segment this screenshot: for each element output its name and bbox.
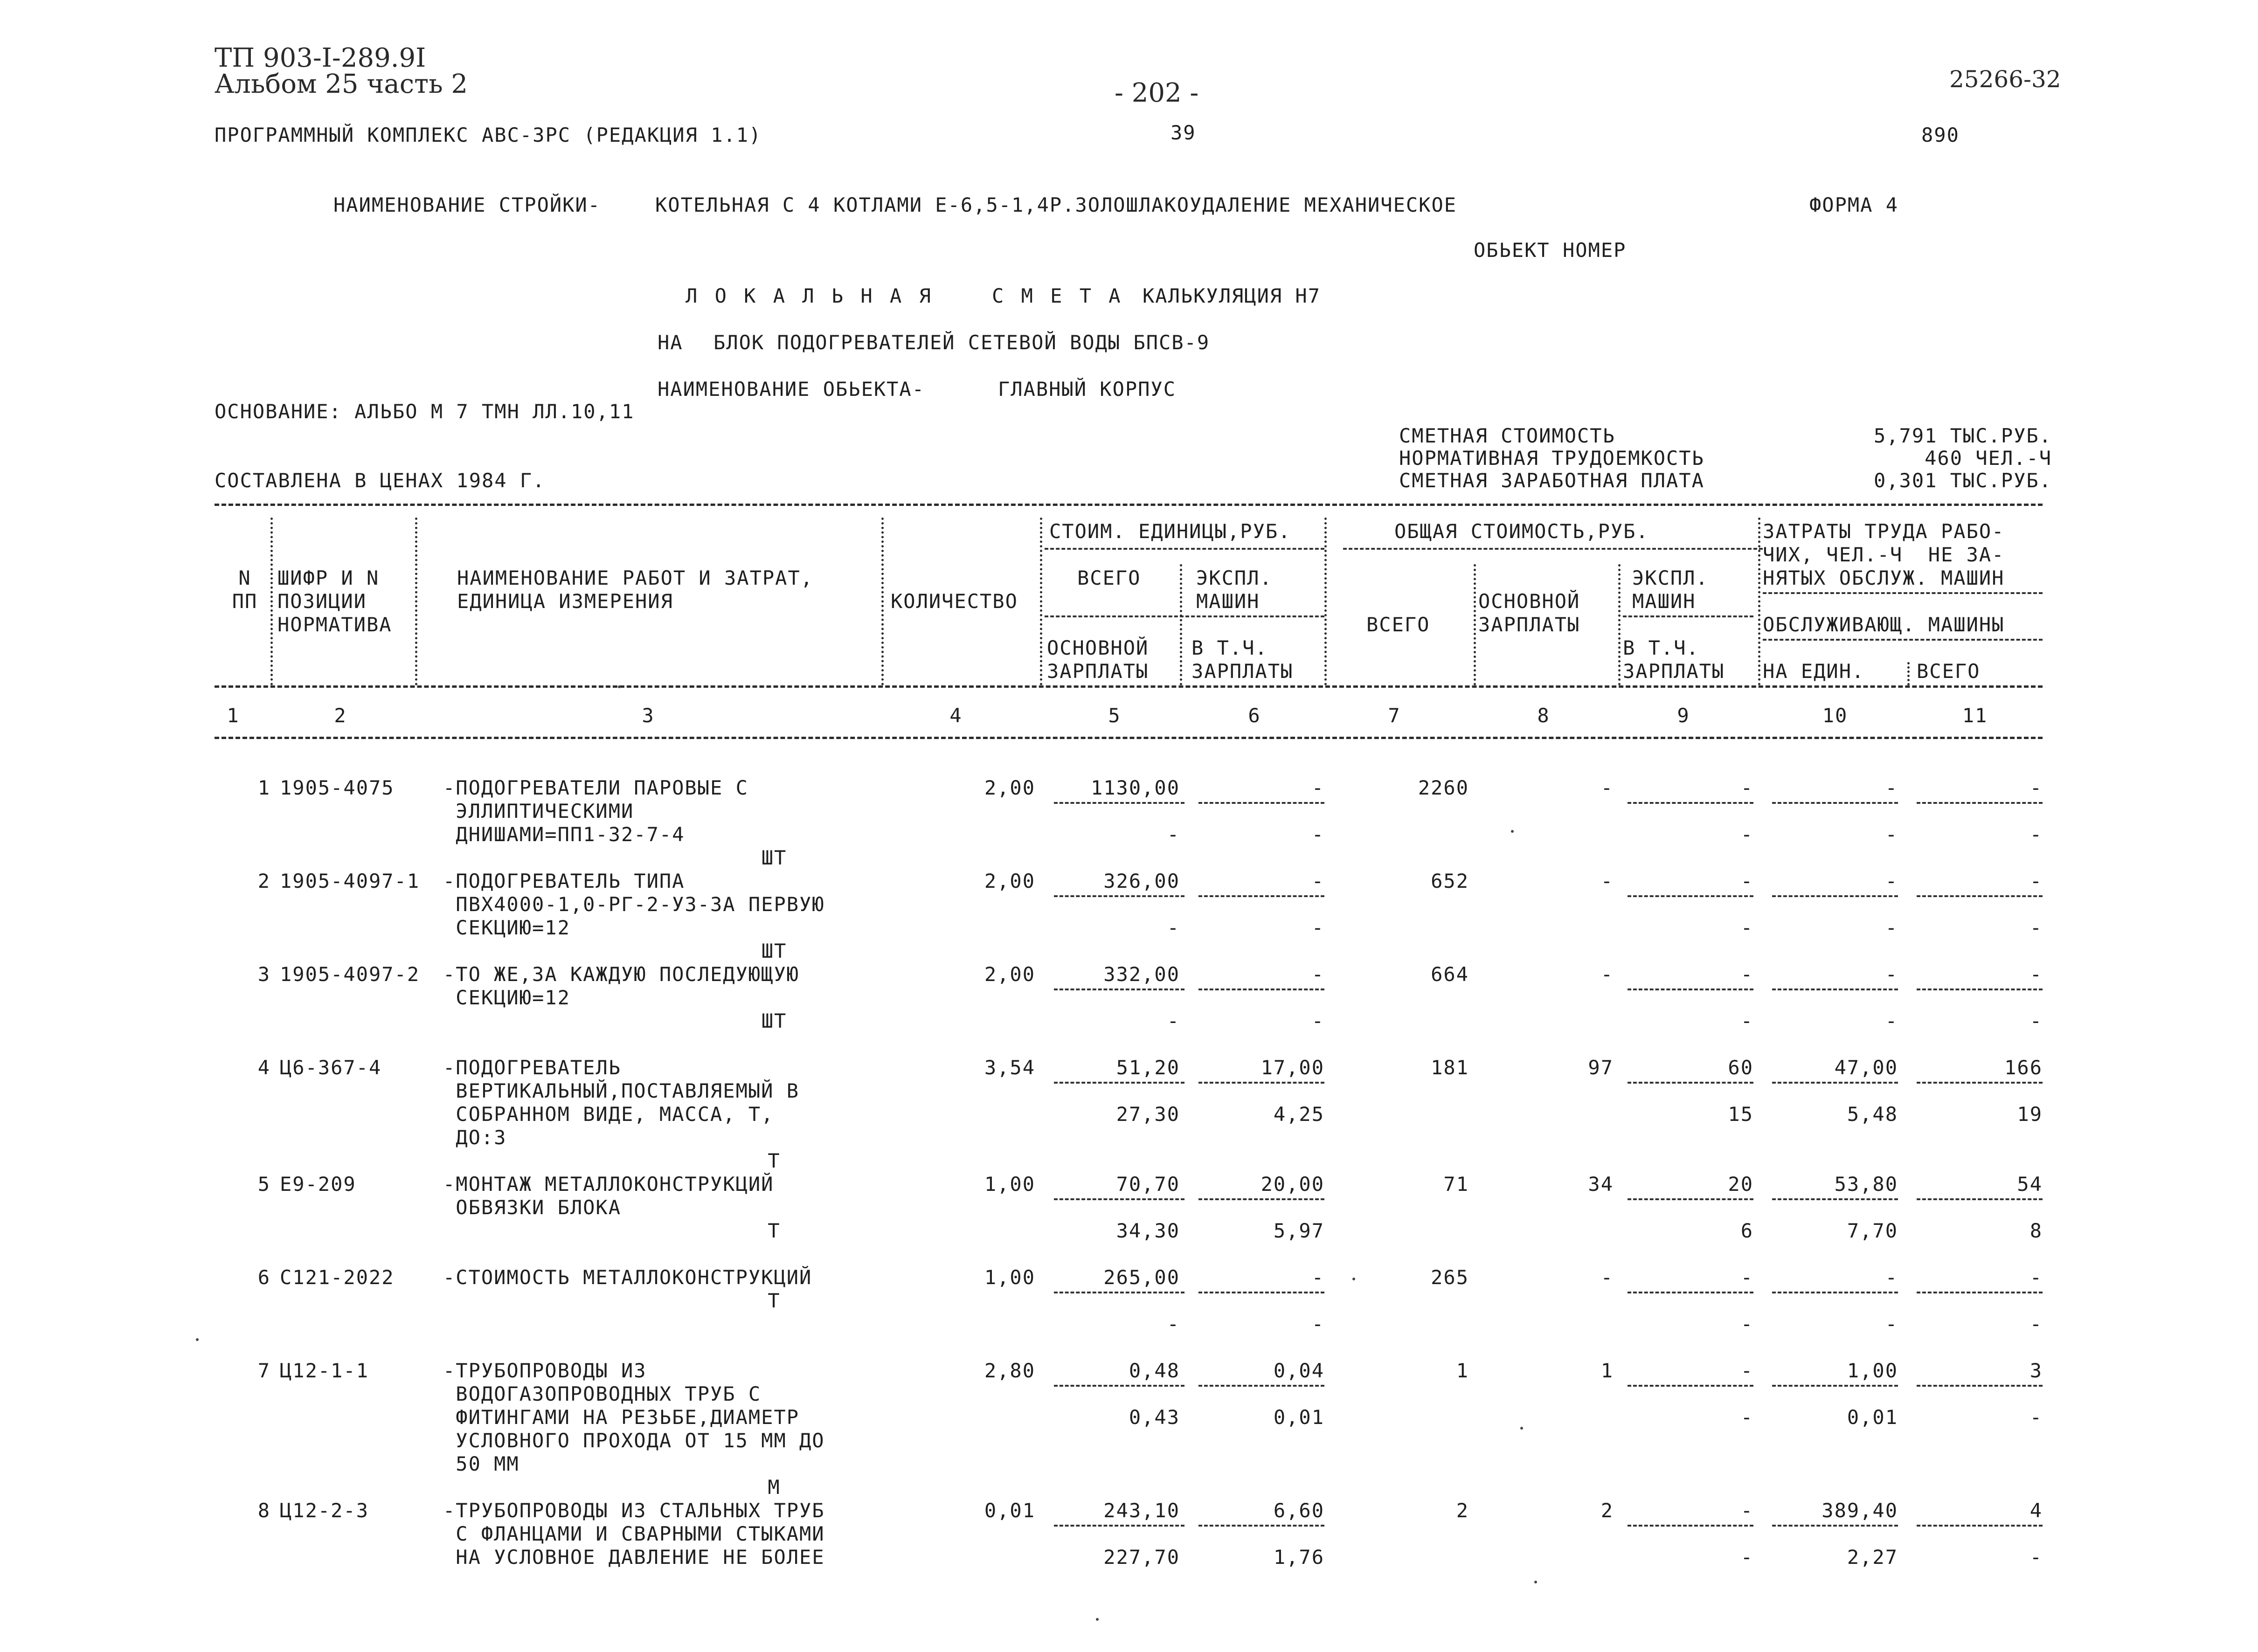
row-labor-mach-per-unit: 7,70 bbox=[1847, 1219, 1898, 1242]
table-top-rule bbox=[215, 504, 2043, 506]
row-total-cost: 2260 bbox=[1418, 776, 1469, 799]
row-unit: Т bbox=[768, 1289, 781, 1312]
cell-divider-rule bbox=[1917, 1292, 2043, 1293]
cell-divider-rule bbox=[1917, 1525, 2043, 1527]
row-unit-cost-wage: - bbox=[1167, 1313, 1180, 1335]
header-labor-mach: ОБСЛУЖИВАЮЩ. МАШИНЫ bbox=[1763, 613, 2005, 636]
col-number: 2 bbox=[334, 704, 347, 727]
row-unit-cost-total: 70,70 bbox=[1116, 1173, 1180, 1196]
cell-divider-rule bbox=[1628, 802, 1753, 804]
header-unit-all: ВСЕГО bbox=[1077, 567, 1141, 589]
column-number-rule bbox=[215, 737, 2043, 739]
row-labor-mach-total: 8 bbox=[2029, 1219, 2043, 1242]
row-labor-total: - bbox=[2029, 1266, 2043, 1289]
row-labor-per-unit: - bbox=[1885, 776, 1898, 799]
row-code: С121-2022 bbox=[280, 1266, 395, 1289]
row-number: 1 bbox=[257, 776, 270, 799]
row-labor-per-unit: - bbox=[1885, 1266, 1898, 1289]
row-quantity: 2,80 bbox=[984, 1359, 1035, 1382]
cell-divider-rule bbox=[1628, 1292, 1753, 1293]
row-labor-per-unit: 389,40 bbox=[1822, 1499, 1898, 1522]
row-number: 8 bbox=[257, 1499, 270, 1522]
speck bbox=[1352, 1278, 1355, 1280]
row-unit-cost-mach-wage: 5,97 bbox=[1273, 1219, 1324, 1242]
row-labor-mach-total: - bbox=[2029, 1406, 2043, 1429]
summary-label-2: НОРМАТИВНАЯ ТРУДОЕМКОСТЬ bbox=[1399, 447, 1704, 470]
row-total-mach-wage: - bbox=[1740, 823, 1753, 846]
header-bottom-rule bbox=[215, 685, 2043, 688]
page-number: - 202 - bbox=[1115, 78, 1199, 108]
cell-divider-rule bbox=[1198, 1525, 1324, 1527]
row-labor-mach-per-unit: - bbox=[1885, 1009, 1898, 1032]
col-number: 10 bbox=[1822, 704, 1848, 727]
row-labor-mach-total: - bbox=[2029, 916, 2043, 939]
row-labor-mach-per-unit: - bbox=[1885, 823, 1898, 846]
cell-divider-rule bbox=[1917, 802, 2043, 804]
album-part: Альбом 25 часть 2 bbox=[215, 69, 468, 99]
document-title: Л О К А Л Ь Н А Я С М Е Т А bbox=[686, 284, 1123, 307]
row-total-mach-wage: - bbox=[1740, 1546, 1753, 1569]
labor-sub-rule-2 bbox=[1763, 639, 2043, 641]
row-labor-mach-total: - bbox=[2029, 1546, 2043, 1569]
mach-sub-rule bbox=[1623, 615, 1753, 617]
row-number: 2 bbox=[257, 870, 270, 892]
row-code: Ц12-1-1 bbox=[280, 1359, 369, 1382]
col-sep bbox=[270, 518, 273, 685]
row-name: -ПОДОГРЕВАТЕЛИ ПАРОВЫЕ С ЭЛЛИПТИЧЕСКИМИ ДНИШАМИ=ПП1-32-7-4 bbox=[443, 776, 748, 846]
header-unit-cost: СТОИМ. ЕДИНИЦЫ,РУБ. bbox=[1049, 520, 1291, 543]
row-total-mach: 20 bbox=[1728, 1173, 1753, 1196]
row-unit: ШТ bbox=[761, 1009, 787, 1032]
row-code: Ц6-367-4 bbox=[280, 1056, 382, 1079]
speck bbox=[1520, 1427, 1523, 1430]
row-unit: ШТ bbox=[761, 940, 787, 962]
row-quantity: 2,00 bbox=[984, 776, 1035, 799]
cell-divider-rule bbox=[1628, 1198, 1753, 1200]
row-unit-cost-total: 0,48 bbox=[1129, 1359, 1180, 1382]
row-labor-mach-per-unit: - bbox=[1885, 916, 1898, 939]
row-labor-total: - bbox=[2029, 776, 2043, 799]
row-number: 3 bbox=[257, 963, 270, 986]
cell-divider-rule bbox=[1054, 1385, 1184, 1387]
cell-divider-rule bbox=[1054, 1292, 1184, 1293]
row-total-mach: - bbox=[1740, 963, 1753, 986]
row-labor-mach-per-unit: 0,01 bbox=[1847, 1406, 1898, 1429]
row-name: -ПОДОГРЕВАТЕЛЬ ТИПА ПВХ4000-1,0-РГ-2-УЗ-ЗА ПЕРВУЮ СЕКЦИЮ=12 bbox=[443, 870, 825, 939]
row-labor-per-unit: 1,00 bbox=[1847, 1359, 1898, 1382]
document-code: 25266-32 bbox=[1949, 66, 2061, 93]
row-unit-cost-total: 265,00 bbox=[1103, 1266, 1180, 1289]
col-number: 5 bbox=[1108, 704, 1121, 727]
on-label: НА bbox=[658, 331, 683, 354]
subject-name: БЛОК ПОДОГРЕВАТЕЛЕЙ СЕТЕВОЙ ВОДЫ БПСВ-9 bbox=[713, 331, 1210, 354]
object-name-label: НАИМЕНОВАНИЕ ОБЬЕКТА- bbox=[658, 378, 925, 401]
row-total-mach-wage: - bbox=[1740, 1406, 1753, 1429]
row-number: 5 bbox=[257, 1173, 270, 1196]
row-total-base-wage: 1 bbox=[1600, 1359, 1614, 1382]
row-labor-total: 4 bbox=[2029, 1499, 2043, 1522]
row-quantity: 3,54 bbox=[984, 1056, 1035, 1079]
row-total-base-wage: - bbox=[1600, 870, 1614, 892]
row-labor-mach-per-unit: 2,27 bbox=[1847, 1546, 1898, 1569]
row-labor-per-unit: 53,80 bbox=[1834, 1173, 1898, 1196]
row-labor-mach-total: - bbox=[2029, 823, 2043, 846]
row-labor-total: 166 bbox=[2004, 1056, 2043, 1079]
header-labor: ЗАТРАТЫ ТРУДА РАБО- ЧИХ, ЧЕЛ.-Ч НЕ ЗА- НЯТЫХ ОБСЛУЖ. МАШИН bbox=[1763, 520, 2005, 589]
row-total-base-wage: - bbox=[1600, 776, 1614, 799]
col-sep bbox=[415, 518, 417, 685]
cell-divider-rule bbox=[1917, 1385, 2043, 1387]
row-unit-cost-mach: 0,04 bbox=[1273, 1359, 1324, 1382]
row-unit-cost-mach-wage: - bbox=[1311, 916, 1324, 939]
row-total-mach: - bbox=[1740, 1499, 1753, 1522]
row-unit-cost-wage: - bbox=[1167, 1009, 1180, 1032]
row-unit-cost-total: 243,10 bbox=[1103, 1499, 1180, 1522]
header-total-all: ВСЕГО bbox=[1366, 613, 1430, 636]
row-labor-mach-per-unit: - bbox=[1885, 1313, 1898, 1335]
row-quantity: 0,01 bbox=[984, 1499, 1035, 1522]
col-sep bbox=[1907, 662, 1910, 685]
cell-divider-rule bbox=[1628, 1385, 1753, 1387]
cell-divider-rule bbox=[1772, 895, 1898, 897]
col-number: 11 bbox=[1962, 704, 1988, 727]
cell-divider-rule bbox=[1917, 1198, 2043, 1200]
row-unit-cost-mach-wage: - bbox=[1311, 1009, 1324, 1032]
header-unit-incl-wage: В Т.Ч. ЗАРПЛАТЫ bbox=[1191, 636, 1294, 683]
col-number: 8 bbox=[1537, 704, 1550, 727]
header-total-base: ОСНОВНОЙ ЗАРПЛАТЫ bbox=[1478, 590, 1580, 636]
cell-divider-rule bbox=[1198, 895, 1324, 897]
row-total-mach: - bbox=[1740, 776, 1753, 799]
row-labor-total: - bbox=[2029, 963, 2043, 986]
summary-label-1: СМЕТНАЯ СТОИМОСТЬ bbox=[1399, 424, 1615, 447]
row-unit-cost-mach-wage: - bbox=[1311, 823, 1324, 846]
row-name: -СТОИМОСТЬ МЕТАЛЛОКОНСТРУКЦИЙ bbox=[443, 1266, 812, 1289]
col-number: 1 bbox=[227, 704, 240, 727]
row-code: 1905-4097-1 bbox=[280, 870, 420, 892]
cell-divider-rule bbox=[1054, 802, 1184, 804]
cell-divider-rule bbox=[1198, 1292, 1324, 1293]
row-labor-total: - bbox=[2029, 870, 2043, 892]
cell-divider-rule bbox=[1198, 1198, 1324, 1200]
form-number: ФОРМА 4 bbox=[1809, 194, 1899, 216]
row-unit-cost-wage: - bbox=[1167, 823, 1180, 846]
row-unit-cost-mach-wage: - bbox=[1311, 1313, 1324, 1335]
col-sep bbox=[1324, 518, 1327, 685]
col-sep bbox=[1758, 518, 1760, 685]
row-total-mach-wage: - bbox=[1740, 1009, 1753, 1032]
cell-divider-rule bbox=[1772, 1385, 1898, 1387]
price-basis: СОСТАВЛЕНА В ЦЕНАХ 1984 Г. bbox=[215, 469, 546, 492]
col-sep bbox=[1618, 564, 1621, 685]
cell-divider-rule bbox=[1628, 1082, 1753, 1084]
row-unit: Т bbox=[768, 1149, 781, 1172]
row-name: -ТРУБОПРОВОДЫ ИЗ СТАЛЬНЫХ ТРУБ С ФЛАНЦАМИ И СВАРНЫМИ СТЫКАМИ НА УСЛОВНОЕ ДАВЛЕНИЕ НЕ БОЛЕЕ bbox=[443, 1499, 825, 1569]
header-quantity: КОЛИЧЕСТВО bbox=[891, 590, 1018, 613]
unit-cost-rule bbox=[1045, 548, 1324, 550]
row-total-cost: 652 bbox=[1431, 870, 1469, 892]
row-unit: М bbox=[768, 1476, 781, 1499]
row-labor-mach-total: 19 bbox=[2017, 1103, 2043, 1126]
row-labor-per-unit: 47,00 bbox=[1834, 1056, 1898, 1079]
row-unit-cost-mach-wage: 0,01 bbox=[1273, 1406, 1324, 1429]
total-cost-rule bbox=[1343, 548, 1763, 550]
row-quantity: 2,00 bbox=[984, 963, 1035, 986]
row-labor-total: 3 bbox=[2029, 1359, 2043, 1382]
row-labor-total: 54 bbox=[2017, 1173, 2043, 1196]
row-code: Ц12-2-3 bbox=[280, 1499, 369, 1522]
cell-divider-rule bbox=[1054, 988, 1184, 990]
row-unit: Т bbox=[768, 1219, 781, 1242]
row-unit-cost-mach: - bbox=[1311, 1266, 1324, 1289]
row-quantity: 1,00 bbox=[984, 1266, 1035, 1289]
row-total-base-wage: - bbox=[1600, 1266, 1614, 1289]
cell-divider-rule bbox=[1054, 1082, 1184, 1084]
row-total-mach-wage: 15 bbox=[1728, 1103, 1753, 1126]
speck bbox=[618, 685, 621, 688]
speck bbox=[1511, 830, 1514, 833]
cell-divider-rule bbox=[1772, 988, 1898, 990]
row-unit-cost-mach: - bbox=[1311, 963, 1324, 986]
program-label: ПРОГРАММНЫЙ КОМПЛЕКС АВС-ЗРС (РЕДАКЦИЯ 1.1) bbox=[215, 124, 762, 146]
row-unit-cost-mach: 20,00 bbox=[1261, 1173, 1324, 1196]
row-total-base-wage: 34 bbox=[1588, 1173, 1614, 1196]
cell-divider-rule bbox=[1198, 1082, 1324, 1084]
cell-divider-rule bbox=[1198, 1385, 1324, 1387]
row-unit-cost-mach: 17,00 bbox=[1261, 1056, 1324, 1079]
row-total-cost: 1 bbox=[1456, 1359, 1469, 1382]
col-sep bbox=[881, 518, 884, 685]
header-code: ШИФР И N ПОЗИЦИИ НОРМАТИВА bbox=[277, 567, 392, 636]
row-unit-cost-total: 326,00 bbox=[1103, 870, 1180, 892]
speck bbox=[196, 1338, 199, 1341]
row-unit-cost-wage: 0,43 bbox=[1129, 1406, 1180, 1429]
cell-divider-rule bbox=[1198, 802, 1324, 804]
cell-divider-rule bbox=[1772, 1525, 1898, 1527]
cell-divider-rule bbox=[1054, 1198, 1184, 1200]
header-name: НАИМЕНОВАНИЕ РАБОТ И ЗАТРАТ, ЕДИНИЦА ИЗМЕРЕНИЯ bbox=[457, 567, 814, 613]
cell-divider-rule bbox=[1628, 895, 1753, 897]
row-name: -МОНТАЖ МЕТАЛЛОКОНСТРУКЦИЙ ОБВЯЗКИ БЛОКА bbox=[443, 1173, 774, 1219]
cell-divider-rule bbox=[1917, 895, 2043, 897]
row-name: -ТО ЖЕ,ЗА КАЖДУЮ ПОСЛЕДУЮЩУЮ СЕКЦИЮ=12 bbox=[443, 963, 800, 1009]
row-total-cost: 265 bbox=[1431, 1266, 1469, 1289]
program-num-1: 39 bbox=[1171, 121, 1196, 144]
col-sep bbox=[1040, 518, 1042, 685]
cell-divider-rule bbox=[1054, 895, 1184, 897]
speck bbox=[1534, 1581, 1537, 1583]
header-unit-base-wage: ОСНОВНОЙ ЗАРПЛАТЫ bbox=[1047, 636, 1149, 683]
row-quantity: 1,00 bbox=[984, 1173, 1035, 1196]
album-code: ТП 903-I-289.9I bbox=[215, 43, 426, 73]
col-number: 4 bbox=[949, 704, 963, 727]
header-total-mach: ЭКСПЛ. МАШИН bbox=[1632, 567, 1709, 613]
row-total-mach-wage: - bbox=[1740, 1313, 1753, 1335]
row-labor-per-unit: - bbox=[1885, 963, 1898, 986]
cell-divider-rule bbox=[1628, 988, 1753, 990]
col-number: 7 bbox=[1388, 704, 1401, 727]
row-labor-mach-total: - bbox=[2029, 1009, 2043, 1032]
row-labor-per-unit: - bbox=[1885, 870, 1898, 892]
row-unit-cost-mach: 6,60 bbox=[1273, 1499, 1324, 1522]
row-total-mach: 60 bbox=[1728, 1056, 1753, 1079]
row-code: Е9-209 bbox=[280, 1173, 356, 1196]
row-unit-cost-total: 332,00 bbox=[1103, 963, 1180, 986]
row-name: -ТРУБОПРОВОДЫ ИЗ ВОДОГАЗОПРОВОДНЫХ ТРУБ С ФИТИНГАМИ НА РЕЗЬБЕ,ДИАМЕТР УСЛОВНОГО ПРОХОДА ОТ 15 ММ ДО 50 ММ bbox=[443, 1359, 825, 1475]
cell-divider-rule bbox=[1198, 988, 1324, 990]
cell-divider-rule bbox=[1917, 988, 2043, 990]
object-number-label: ОБЬЕКТ НОМЕР bbox=[1474, 239, 1627, 262]
row-total-cost: 2 bbox=[1456, 1499, 1469, 1522]
speck bbox=[1096, 1618, 1099, 1621]
cell-divider-rule bbox=[1772, 1292, 1898, 1293]
header-unit-mach: ЭКСПЛ. МАШИН bbox=[1196, 567, 1273, 613]
cell-divider-rule bbox=[1772, 802, 1898, 804]
col-number: 6 bbox=[1248, 704, 1261, 727]
row-total-base-wage: 97 bbox=[1588, 1056, 1614, 1079]
row-total-cost: 181 bbox=[1431, 1056, 1469, 1079]
row-unit-cost-mach: - bbox=[1311, 870, 1324, 892]
header-num: N ПП bbox=[232, 567, 258, 613]
row-unit-cost-wage: 227,70 bbox=[1103, 1546, 1180, 1569]
header-total-cost: ОБЩАЯ СТОИМОСТЬ,РУБ. bbox=[1394, 520, 1649, 543]
summary-label-3: СМЕТНАЯ ЗАРАБОТНАЯ ПЛАТА bbox=[1399, 469, 1704, 492]
col-number: 9 bbox=[1677, 704, 1690, 727]
row-labor-mach-total: - bbox=[2029, 1313, 2043, 1335]
col-sep bbox=[1474, 564, 1476, 685]
row-code: 1905-4097-2 bbox=[280, 963, 420, 986]
construction-value: КОТЕЛЬНАЯ С 4 КОТЛАМИ Е-6,5-1,4Р.ЗОЛОШЛАКОУДАЛЕНИЕ МЕХАНИЧЕСКОЕ bbox=[655, 194, 1457, 216]
row-total-base-wage: - bbox=[1600, 963, 1614, 986]
row-unit-cost-total: 51,20 bbox=[1116, 1056, 1180, 1079]
row-total-mach-wage: - bbox=[1740, 916, 1753, 939]
summary-value-2: 460 ЧЕЛ.-Ч bbox=[1925, 447, 2052, 470]
row-quantity: 2,00 bbox=[984, 870, 1035, 892]
row-unit-cost-mach-wage: 1,76 bbox=[1273, 1546, 1324, 1569]
row-unit-cost-wage: - bbox=[1167, 916, 1180, 939]
cell-divider-rule bbox=[1772, 1082, 1898, 1084]
row-total-mach: - bbox=[1740, 1359, 1753, 1382]
row-unit: ШТ bbox=[761, 846, 787, 869]
row-unit-cost-wage: 34,30 bbox=[1116, 1219, 1180, 1242]
basis-line: ОСНОВАНИЕ: АЛЬБО М 7 ТМН ЛЛ.10,11 bbox=[215, 400, 635, 423]
header-total-incl: В Т.Ч. ЗАРПЛАТЫ bbox=[1623, 636, 1725, 683]
program-num-2: 890 bbox=[1921, 124, 1960, 146]
row-total-cost: 664 bbox=[1431, 963, 1469, 986]
row-total-base-wage: 2 bbox=[1600, 1499, 1614, 1522]
cell-divider-rule bbox=[1054, 1525, 1184, 1527]
summary-value-1: 5,791 ТЫС.РУБ. bbox=[1873, 424, 2052, 447]
row-unit-cost-total: 1130,00 bbox=[1090, 776, 1180, 799]
row-total-cost: 71 bbox=[1443, 1173, 1469, 1196]
cell-divider-rule bbox=[1917, 1082, 2043, 1084]
row-total-mach-wage: 6 bbox=[1740, 1219, 1753, 1242]
calculation-number: КАЛЬКУЛЯЦИЯ Н7 bbox=[1143, 284, 1321, 307]
row-labor-mach-per-unit: 5,48 bbox=[1847, 1103, 1898, 1126]
row-number: 7 bbox=[257, 1359, 270, 1382]
row-number: 4 bbox=[257, 1056, 270, 1079]
row-code: 1905-4075 bbox=[280, 776, 395, 799]
object-name-value: ГЛАВНЫЙ КОРПУС bbox=[998, 378, 1177, 401]
unit-cost-sub-rule bbox=[1045, 615, 1324, 617]
row-name: -ПОДОГРЕВАТЕЛЬ ВЕРТИКАЛЬНЫЙ,ПОСТАВЛЯЕМЫЙ В СОБРАННОМ ВИДЕ, МАССА, Т, ДО:3 bbox=[443, 1056, 800, 1149]
row-unit-cost-wage: 27,30 bbox=[1116, 1103, 1180, 1126]
header-labor-per-unit: НА ЕДИН. bbox=[1763, 660, 1865, 683]
summary-value-3: 0,301 ТЫС.РУБ. bbox=[1873, 469, 2052, 492]
header-labor-total: ВСЕГО bbox=[1917, 660, 1981, 683]
row-total-mach: - bbox=[1740, 870, 1753, 892]
row-unit-cost-mach: - bbox=[1311, 776, 1324, 799]
cell-divider-rule bbox=[1772, 1198, 1898, 1200]
labor-sub-rule-1 bbox=[1763, 592, 2043, 594]
construction-label: НАИМЕНОВАНИЕ СТРОЙКИ- bbox=[333, 194, 601, 216]
row-unit-cost-mach-wage: 4,25 bbox=[1273, 1103, 1324, 1126]
row-number: 6 bbox=[257, 1266, 270, 1289]
col-number: 3 bbox=[642, 704, 655, 727]
col-sep bbox=[1180, 564, 1182, 685]
cell-divider-rule bbox=[1628, 1525, 1753, 1527]
row-total-mach: - bbox=[1740, 1266, 1753, 1289]
